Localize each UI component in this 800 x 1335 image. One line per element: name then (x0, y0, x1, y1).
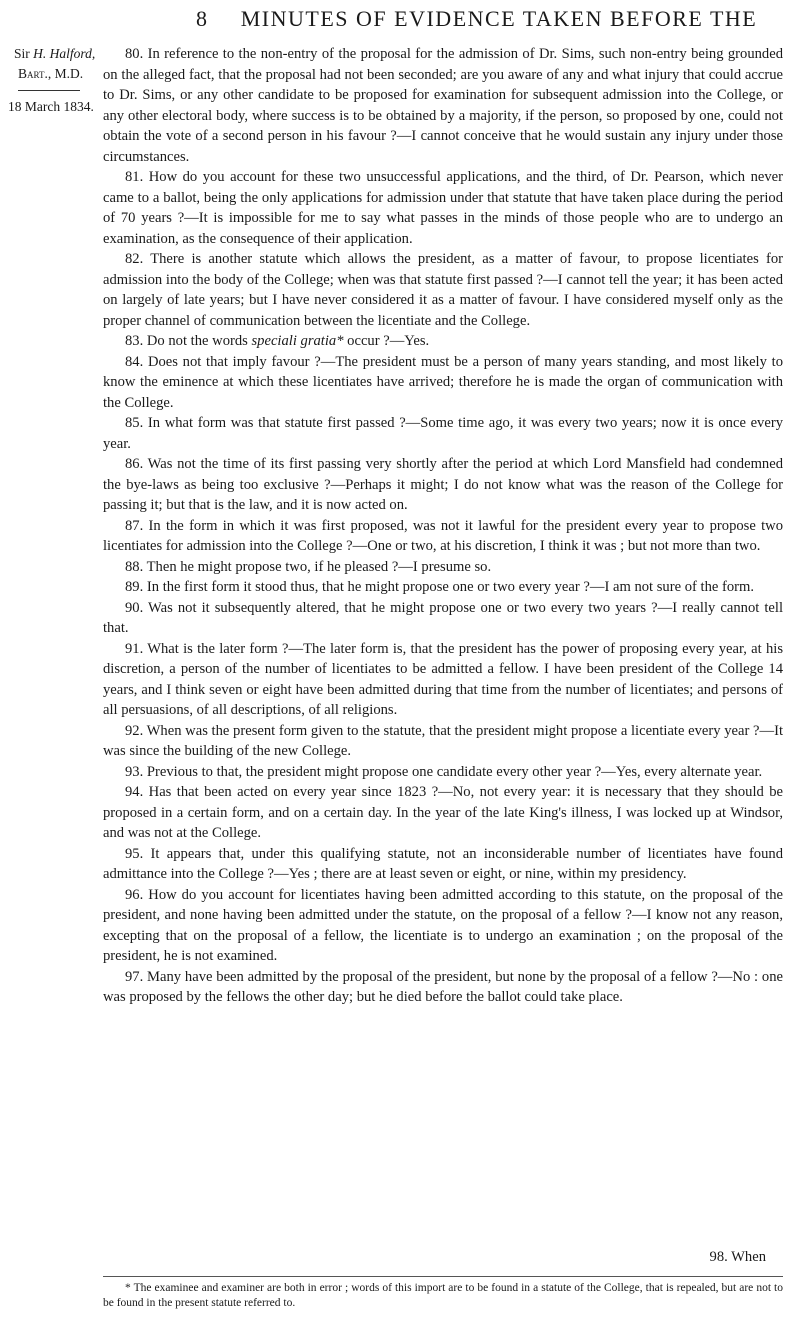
question-89: 89. In the first form it stood thus, that he might propose one or two every year ?—I am not sure of the form. (125, 579, 755, 595)
question-94: 94. Has that been acted on every year since 1823 ?—No, not every year: it is necessary that they should be proposed in a certain form, and on a certain day. In the year of the late King's illness, I was locked up at Windsor, and was not at the College. (103, 784, 783, 841)
question-85: 85. In what form was that statute first passed ?—Some time ago, it was every two years; now it is once every year. (103, 415, 783, 452)
margin-rule (18, 90, 80, 91)
running-title: MINUTES OF EVIDENCE TAKEN BEFORE THE (240, 6, 758, 31)
question-81: 81. How do you account for these two unsuccessful applications, and the third, of Dr. Pearson, which never came to a ballot, being the only applications for admission under that statute that have taken place during the period of 70 years ?—It is impossible for me to say what passes in the minds of those people who are to undergo an examination, as the consequence of their application. (103, 169, 783, 247)
page-number: 8 (196, 6, 207, 31)
catchword: 98. When (709, 1249, 766, 1265)
question-83: 83. Do not the words speciali gratia* occur ?—Yes. (125, 333, 430, 349)
question-91: 91. What is the later form ?—The later form is, that the president has the power of proposing every year, at his discretion, a person of the number of licentiates to be admitted a fellow. I have been president of the College 14 years, and I think seven or eight have been admitted during that time from the number of licentiates; and persons of all persuasions, of all descriptions, of all religions. (103, 640, 783, 718)
testimony-body (103, 44, 783, 1008)
question-88: 88. Then he might propose two, if he pleased ?—I presume so. (125, 558, 492, 575)
witness-prefix: Sir (14, 46, 30, 61)
question-96: 96. How do you account for licentiates having been admitted according to this statute, on the proposal of the president, and none having been admitted under the statute, on the proposal of a fellow ?—I know not any reason, excepting that on the proposal of a fellow, the licentiate is to undergo an examination ; on the proposal of the president, he is not examined. (103, 886, 783, 964)
witness-surname: H. Halford, (33, 46, 96, 61)
question-97: 97. Many have been admitted by the proposal of the president, but none by the proposal of a fellow ?—No : one was proposed by the fellows the other day; but he died before the ballot could take place. (103, 968, 783, 1005)
footnote: * The examinee and examiner are both in error ; words of this import are to be found in a statute of the College, that is repealed, but are not to be found in the present statute referred to. (103, 1282, 783, 1309)
question-92: 92. When was the present form given to the statute, that the president might propose a licentiate every year ?—It was since the building of the new College. (103, 722, 783, 759)
latin-phrase: speciali gratia* (251, 333, 344, 349)
testimony-date: 18 March 1834. (8, 99, 94, 114)
question-95: 95. It appears that, under this qualifying statute, not an inconsiderable number of licentiates have found admittance into the College ?—Yes ; there are at least seven or eight, or nine, within my presidency. (103, 845, 783, 882)
margin-note (0, 44, 96, 117)
question-93: 93. Previous to that, the president might propose one candidate every other year ?—Yes, every alternate year. (125, 763, 763, 780)
footnote-rule (103, 1276, 783, 1277)
witness-name (0, 44, 96, 64)
question-84: 84. Does not that imply favour ?—The president must be a person of many years standing, and most likely to know the eminence at which these licentiates have arrived; therefore he is made the organ of communication with the College. (103, 353, 783, 411)
question-90: 90. Was not it subsequently altered, that he might propose one or two every two years ?—I really cannot tell that. (103, 599, 783, 636)
question-86: 86. Was not the time of its first passing very shortly after the period at which Lord Mansfield had condemned the bye-laws as being too exclusive ?—Perhaps it might; I do not know what was the reason of the College for passing it; but that is the law, and it is now acted on. (103, 456, 783, 513)
page-header (0, 6, 800, 34)
question-82: 82. There is another statute which allows the president, as a matter of favour, to propose licentiates for admission into the body of the College; when was that statute first passed ?—I cannot tell the year; it has been acted on largely of late years; but I have never considered it as a matter of favour. I have considered myself only as the proper channel of communication between the licentiate and the College. (103, 251, 783, 329)
question-80: 80. In reference to the non-entry of the proposal for the admission of Dr. Sims, such non-entry being grounded on the alleged fact, that the proposal had not been seconded; are you aware of any and what injury that could accrue to Dr. Sims, or any other candidate to be proposed for examination for subsequent admission into the College, or any other electoral body, where success is to be obtained by a majority, if the person, so proposed by one, could not obtain the vote of a second person in his favour ?—I cannot conceive that he would sustain any injury under those circumstances. (103, 46, 783, 165)
question-87: 87. In the form in which it was first proposed, was not it lawful for the president every year to propose two licentiates for admission into the College ?—One or two, at his discretion, I think it was ; but not more than two. (103, 517, 783, 554)
witness-title: Bart., M.D. (18, 66, 84, 81)
